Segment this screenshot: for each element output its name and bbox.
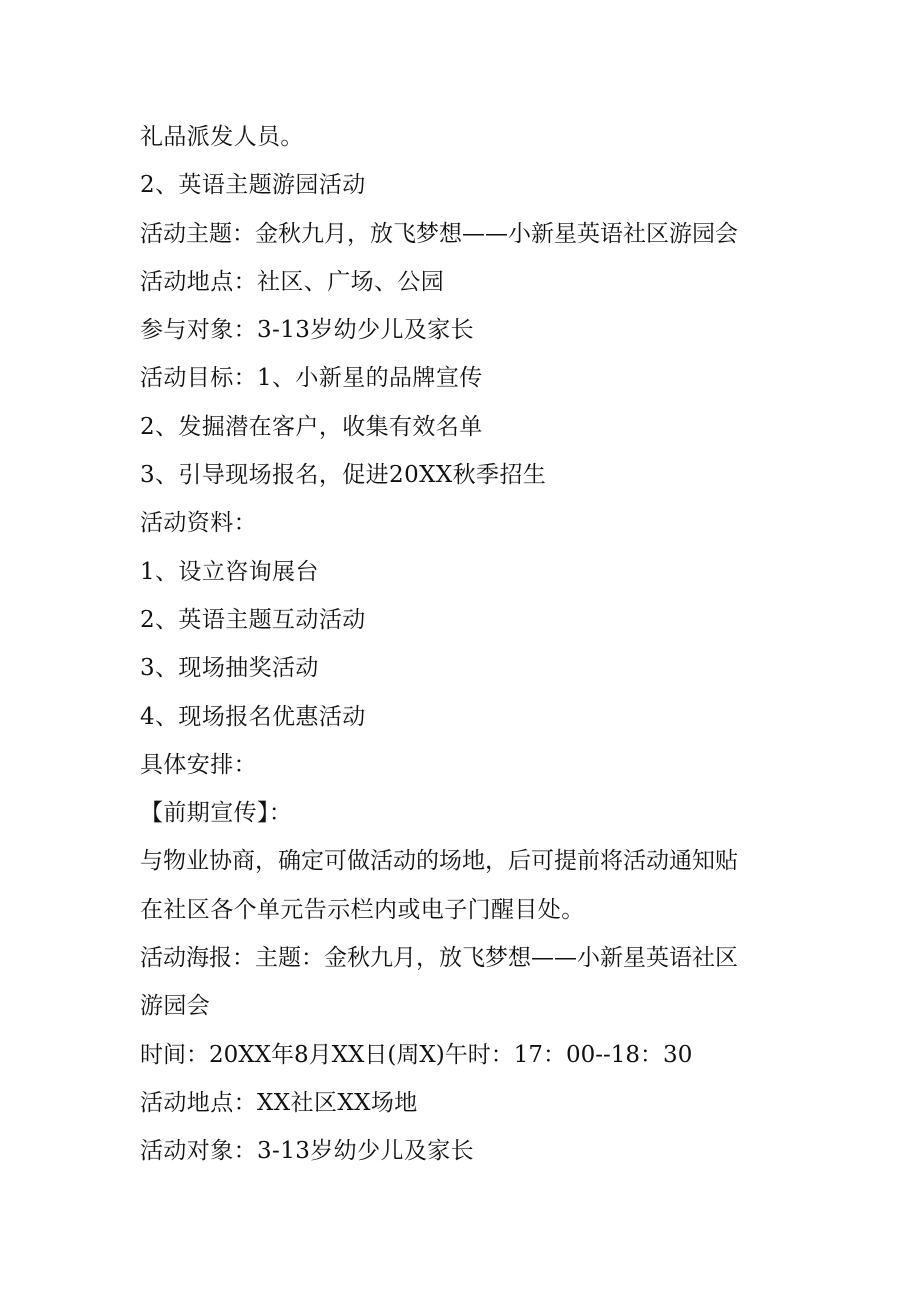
text-line: 2、英语主题游园活动 bbox=[140, 172, 366, 199]
text-line: 游园会 bbox=[140, 993, 211, 1020]
text-line: 3、引导现场报名，促进20XX秋季招生 bbox=[140, 462, 547, 489]
text-line: 参与对象：3-13岁幼少儿及家长 bbox=[140, 317, 475, 344]
text-line: 3、现场抽奖活动 bbox=[140, 655, 319, 682]
text-line: 时间：20XX年8月XX日(周X)午时：17：00--18：30 bbox=[140, 1041, 693, 1068]
text-line: 活动海报：主题：金秋九月，放飞梦想——小新星英语社区 bbox=[140, 945, 738, 972]
text-line: 活动对象：3-13岁幼少儿及家长 bbox=[140, 1138, 475, 1165]
text-line: 2、英语主题互动活动 bbox=[140, 606, 366, 633]
text-line: 活动地点：XX社区XX场地 bbox=[140, 1089, 418, 1116]
text-line: 活动地点：社区、广场、公园 bbox=[140, 268, 445, 295]
text-line: 在社区各个单元告示栏内或电子门醒目处。 bbox=[140, 896, 585, 923]
text-line: 与物业协商，确定可做活动的场地，后可提前将活动通知贴 bbox=[140, 848, 738, 875]
text-line: 【前期宣传】： bbox=[140, 800, 293, 827]
text-line: 活动主题：金秋九月，放飞梦想——小新星英语社区游园会 bbox=[140, 220, 738, 247]
document-body bbox=[140, 113, 800, 1176]
text-line: 1、设立咨询展台 bbox=[140, 558, 319, 585]
text-line: 具体安排： bbox=[140, 751, 257, 778]
text-line: 活动资料： bbox=[140, 510, 257, 537]
text-line: 礼品派发人员。 bbox=[140, 124, 304, 150]
text-line: 2、发掘潜在客户，收集有效名单 bbox=[140, 413, 483, 440]
text-line: 4、现场报名优惠活动 bbox=[140, 703, 366, 730]
text-line: 活动目标：1、小新星的品牌宣传 bbox=[140, 365, 483, 392]
